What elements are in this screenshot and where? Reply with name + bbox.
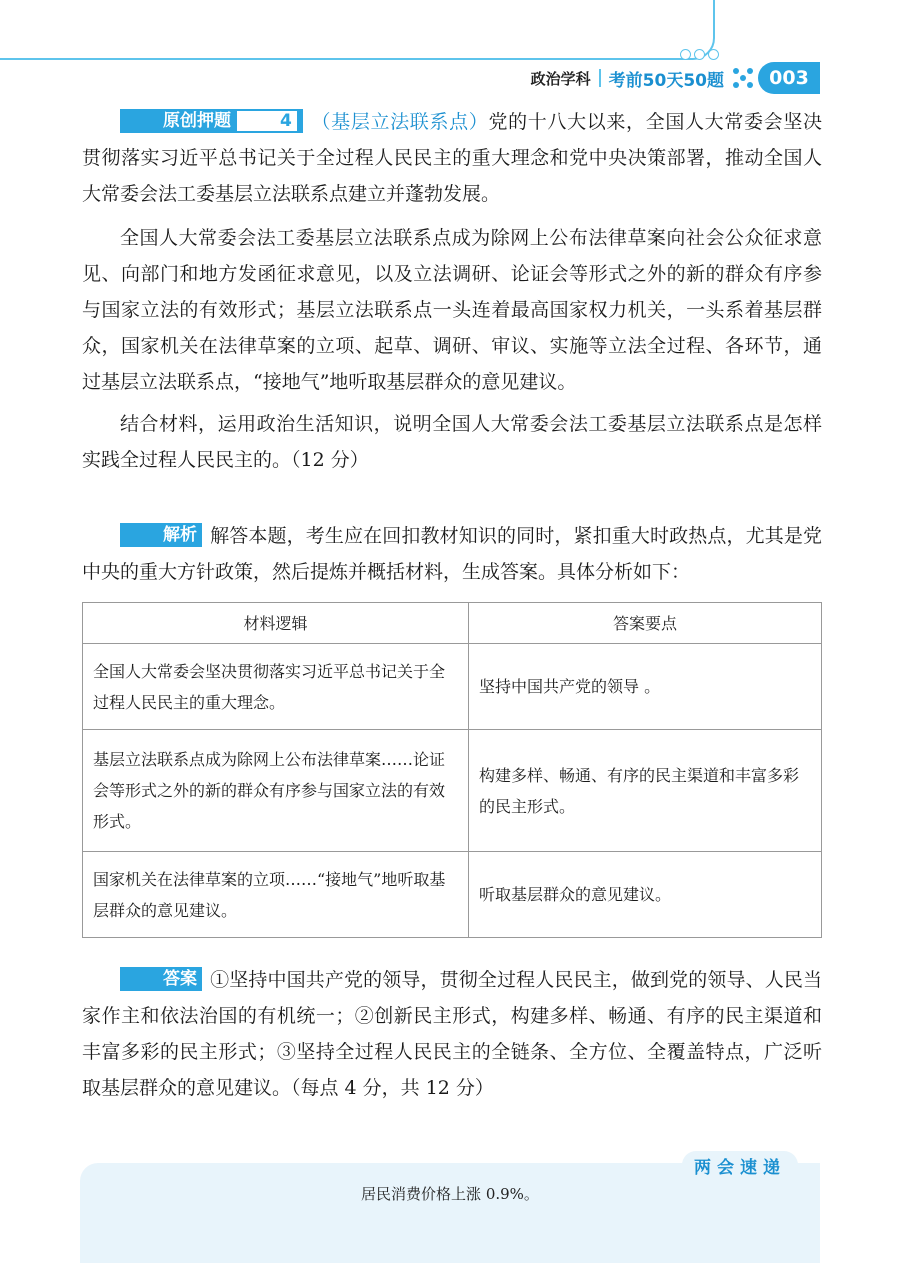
news-box-label: 两会速递 xyxy=(682,1151,798,1180)
analysis-table xyxy=(82,602,822,938)
table-cell-point: 坚持中国共产党的领导 。 xyxy=(469,644,822,730)
table-cell-material: 全国人大常委会坚决贯彻落实习近平总书记关于全过程人民民主的重大理念。 xyxy=(83,644,469,730)
table-cell-material: 国家机关在法律草案的立项……“接地气”地听取基层群众的意见建议。 xyxy=(83,852,469,938)
question-number: 4 xyxy=(236,110,298,132)
network-dots-icon xyxy=(732,67,754,89)
question-topic: （基层立法联系点） xyxy=(310,111,489,133)
news-box-text: 居民消费价格上涨 0.9%。 xyxy=(361,1185,539,1203)
answer-text: 答案 ①坚持中国共产党的领导，贯彻全过程人民民主，做到党的领导、人民当家作主和依法治国的有机统一；②创新民主形式，构建多样、畅通、有序的民主渠道和丰富多彩的民主形式；③坚持全过程人民民主的全链条、全方位、全覆盖特点，广泛听取基层群众的意见建议。（每点 4 分，共 12 分） xyxy=(82,969,822,1099)
analysis-text: 解析 解答本题，考生应在回扣教材知识的同时，紧扣重大时政热点，尤其是党中央的重大方针政策，然后提炼并概括材料，生成答案。具体分析如下： xyxy=(82,525,822,583)
table-header: 材料逻辑 xyxy=(83,603,469,644)
top-decorative-frame xyxy=(0,0,715,60)
answer-tag: 答案 xyxy=(120,967,202,991)
answer-section xyxy=(82,962,822,1106)
series-title: 考前50天50题 xyxy=(608,70,724,91)
question-section xyxy=(82,104,822,478)
table-row xyxy=(83,730,822,852)
analysis-tag: 解析 xyxy=(120,523,202,547)
header-separator xyxy=(599,69,601,87)
table-header: 答案要点 xyxy=(469,603,822,644)
table-cell-point: 听取基层群众的意见建议。 xyxy=(469,852,822,938)
table-row xyxy=(83,852,822,938)
original-question-tag: 原创押题 4 xyxy=(120,109,303,133)
question-material: 全国人大常委会法工委基层立法联系点成为除网上公布法律草案向社会公众征求意见、向部门和地方发函征求意见，以及立法调研、论证会等形式之外的新的群众有序参与国家立法的有效形式；基层立法联系点一头连着最高国家权力机关，一头系着基层群众，国家机关在法律草案的立项、起草、调研、审议、实施等立法全过程、各环节，通过基层立法联系点，“接地气”地听取基层群众的意见建议。 xyxy=(82,227,822,393)
analysis-section xyxy=(82,518,822,938)
question-prompt: 结合材料，运用政治生活知识，说明全国人大常委会法工委基层立法联系点是怎样实践全过程人民民主的。（12 分） xyxy=(82,413,822,471)
table-cell-point: 构建多样、畅通、有序的民主渠道和丰富多彩的民主形式。 xyxy=(469,730,822,852)
question-intro: 原创押题 4 （基层立法联系点）党的十八大以来，全国人大常委会坚决贯彻落实习近平总书记关于全过程人民民主的重大理念和党中央决策部署，推动全国人大常委会法工委基层立法联系点建立并蓬勃发展。 xyxy=(82,111,822,205)
page-header xyxy=(531,62,820,94)
page-number: 003 xyxy=(758,62,820,94)
news-box xyxy=(80,1158,820,1263)
decorative-dots xyxy=(680,49,719,60)
table-header-row xyxy=(83,603,822,644)
table-cell-material: 基层立法联系点成为除网上公布法律草案……论证会等形式之外的新的群众有序参与国家立法的有效形式。 xyxy=(83,730,469,852)
subject-label: 政治学科 xyxy=(530,69,591,88)
table-row xyxy=(83,644,822,730)
